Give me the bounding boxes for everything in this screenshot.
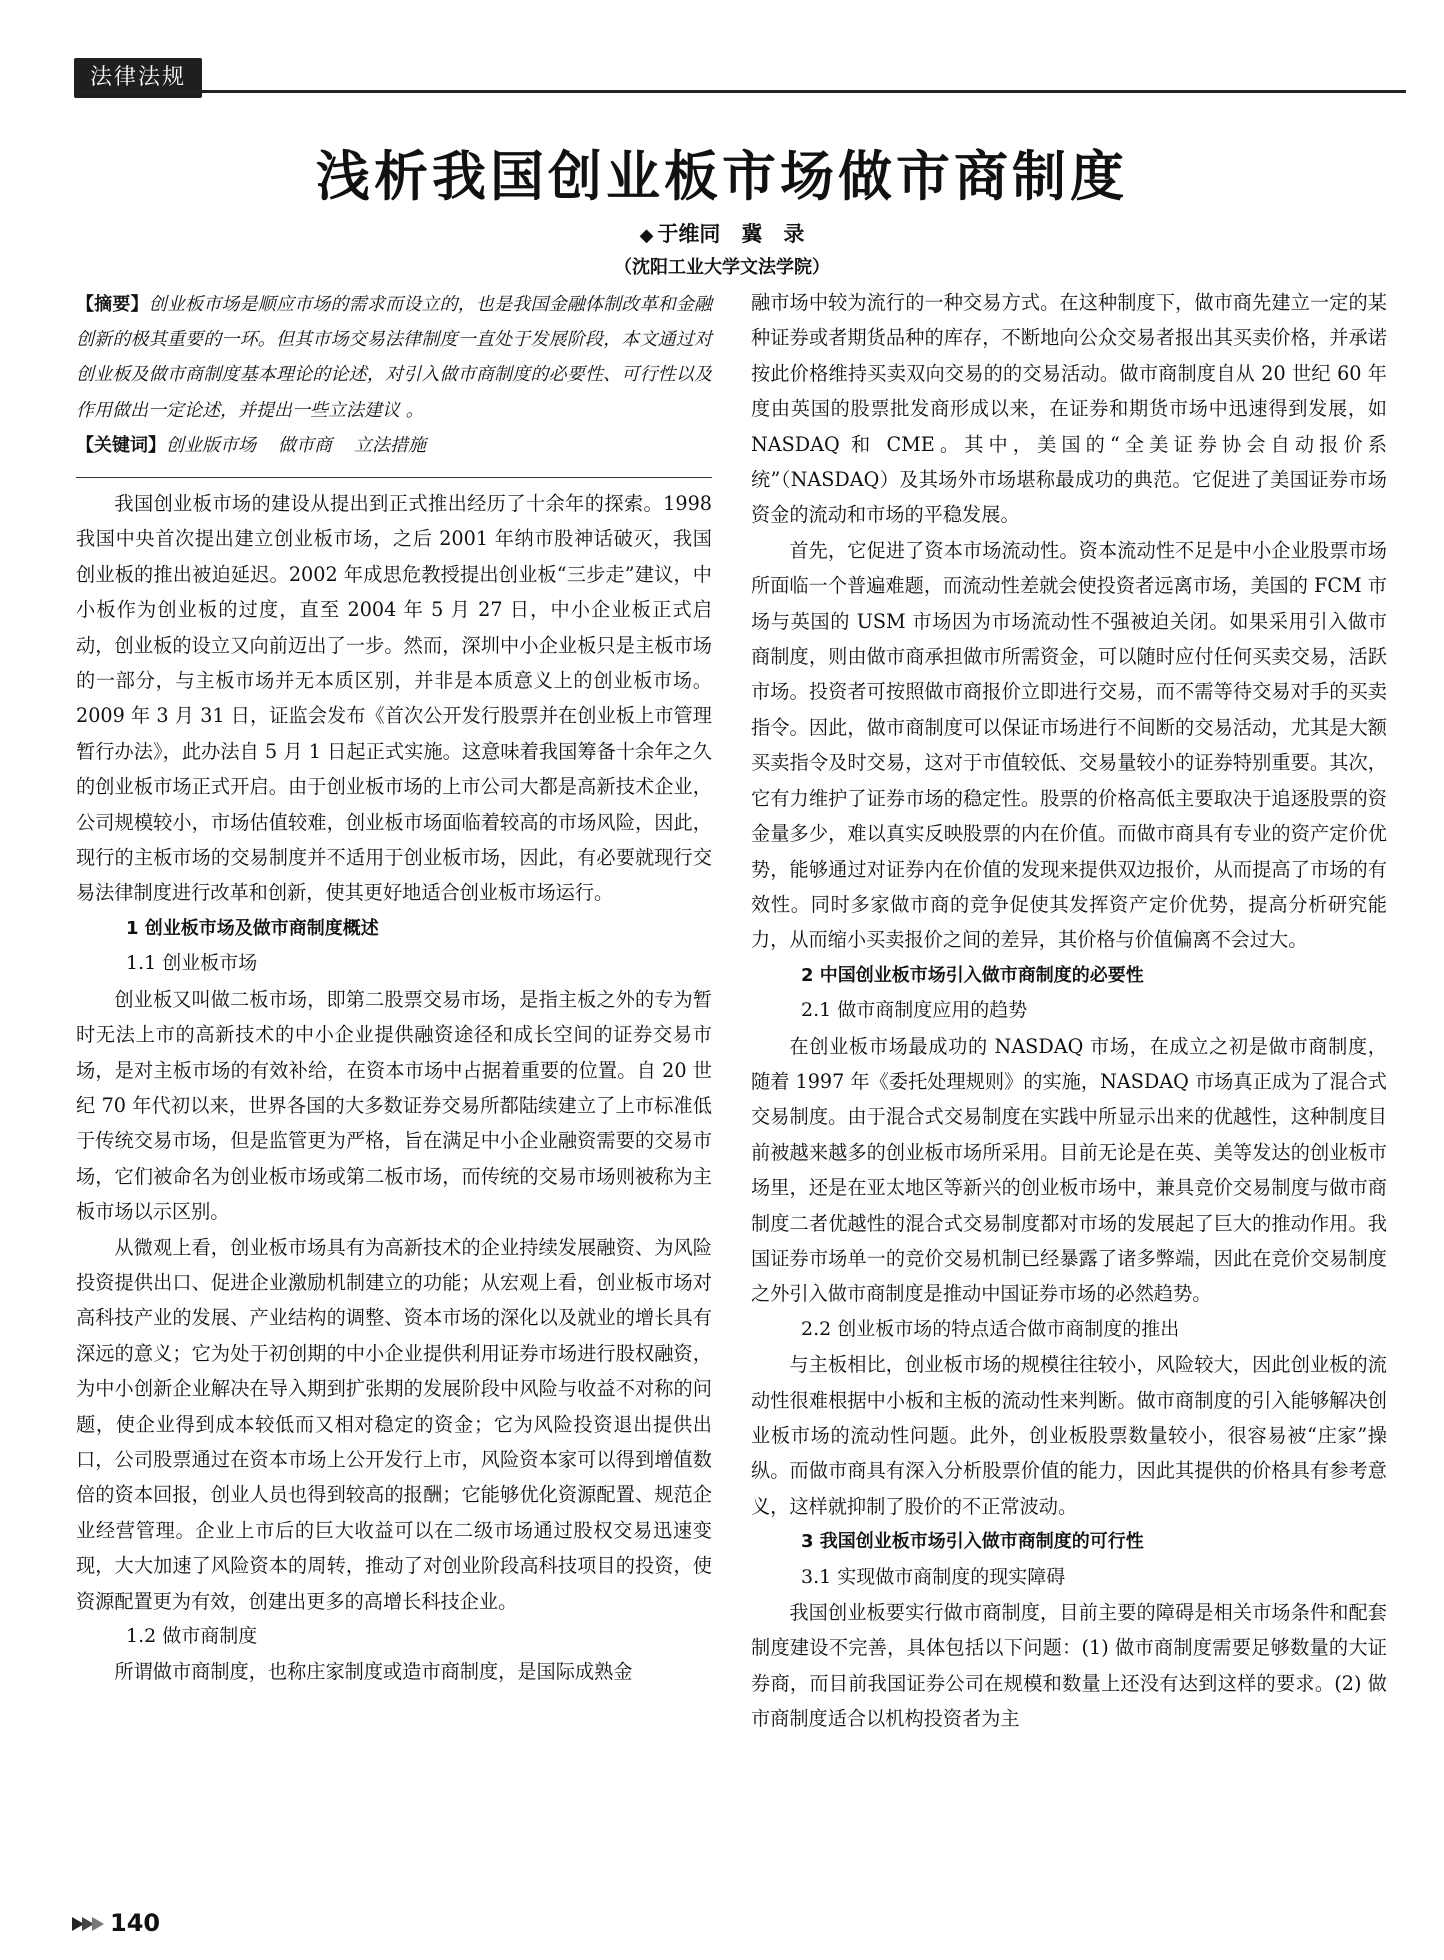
diamond-bullet-icon: ◆ (639, 225, 654, 246)
abstract-divider (76, 477, 712, 478)
affiliation: （沈阳工业大学文法学院） (614, 257, 830, 278)
section-heading-2: 2 中国创业板市场引入做市商制度的必要性 (801, 964, 1144, 986)
author-names: 于维同 冀 录 (657, 222, 805, 246)
paragraph: 创业板又叫做二板市场，即第二股票交易市场，是指主板之外的专为暂时无法上市的高新技术的中小企业提供融资途径和成长空间的证券交易市场，是对主板市场的有效补给，在资本市场中占据着重要的位置。自 20 世纪 70 年代初以来，世界各国的大多数证券交易所都陆续建立了上市标准低于传统交易市场，但是监管更为严格，旨在满足中小企业融资需要的交易市场，它们被命名为创业板市场或第二板市场，而传统的交易市场则被称为主板市场以示区别。 (76, 987, 712, 1224)
left-column (76, 287, 712, 1690)
keyword-item: 创业版市场 (166, 434, 256, 456)
paragraph: 我国创业板要实行做市商制度，目前主要的障碍是相关市场条件和配套制度建设不完善，具体包括以下问题：(1) 做市商制度需要足够数量的大证券商，而目前我国证券公司在规模和数量上还没有达到这样的要求。(2) 做市商制度适合以机构投资者为主 (751, 1601, 1387, 1731)
double-arrow-icon (72, 1915, 106, 1933)
subsection-heading-2-1: 2.1 做市商制度应用的趋势 (801, 999, 1028, 1022)
paragraph: 与主板相比，创业板市场的规模往往较小，风险较大，因此创业板的流动性很难根据中小板和主板的流动性来判断。做市商制度的引入能够解决创业板市场的流动性问题。此外，创业板股票数量较小，很容易被“庄家”操纵。而做市商具有深入分析股票价值的能力，因此其提供的价格具有参考意义，这样就抑制了股价的不正常波动。 (751, 1353, 1387, 1518)
subsection-heading-2-2: 2.2 创业板市场的特点适合做市商制度的推出 (801, 1317, 1180, 1340)
paragraph: 融市场中较为流行的一种交易方式。在这种制度下，做市商先建立一定的某种证券或者期货品种的库存，不断地向公众交易者报出其买卖价格，并承诺按此价格维持买卖双向交易的的交易活动。做市商制度自从 20 世纪 60 年度由英国的股票批发商形成以来，在证券和期货市场中迅速得到发展，如 NASDAQ 和 CME。其中，美国的“全美证券协会自动报价系统”（NASDAQ）及其场外市场堪称最成功的典范。它促进了美国证券市场资金的流动和市场的平稳发展。 (751, 291, 1387, 527)
subsection-heading-1-1: 1.1 创业板市场 (126, 952, 258, 975)
abstract-label: 【摘要】 (76, 294, 149, 315)
paragraph: 所谓做市商制度，也称庄家制度或造市商制度，是国际成熟金 (114, 1660, 633, 1684)
page-footer (72, 1909, 160, 1937)
keywords (76, 428, 712, 463)
header-rule (74, 90, 1406, 93)
paragraph: 首先，它促进了资本市场流动性。资本流动性不足是中小企业股票市场所面临一个普遍难题，而流动性差就会使投资者远离市场，美国的 FCM 市场与英国的 USM 市场因为市场流动性不强被迫关闭。如果采用引入做市商制度，则由做市商承担做市所需资金，可以随时应付任何买卖交易，活跃市场。投资者可按照做市商报价立即进行交易，而不需等待交易对手的买卖指令。因此，做市商制度可以保证市场进行不间断的交易活动，尤其是大额买卖指令及时交易，这对于市值较低、交易量较小的证券特别重要。其次，它有力维护了证券市场的稳定性。股票的价格高低主要取决于追逐股票的资金量多少，难以真实反映股票的内在价值。而做市商具有专业的资产定价优势，能够通过对证券内在价值的发现来提供双边报价，从而提高了市场的有效性。同时多家做市商的竞争促使其发挥资产定价优势，提高分析研究能力，从而缩小买卖报价之间的差异，其价格与价值偏离不会过大。 (751, 538, 1387, 952)
subsection-heading-1-2: 1.2 做市商制度 (126, 1625, 258, 1648)
keyword-item: 做市商 (278, 434, 332, 456)
paragraph: 我国创业板市场的建设从提出到正式推出经历了十余年的探索。1998 我国中央首次提出建立创业板市场，之后 2001 年纳市股神话破灭，我国创业板的推出被迫延迟。2002 年成思危教授提出创业板“三步走”建议，中小板作为创业板的过度，直至 2004 年 5 月 27 日，中小企业板正式启动，创业板的设立又向前迈出了一步。然而，深圳中小企业板只是主板市场的一部分，与主板市场并无本质区别，并非是本质意义上的创业板市场。2009 年 3 月 31 日，证监会发布《首次公开发行股票并在创业板上市管理暂行办法》，此办法自 5 月 1 日起正式实施。这意味着我国筹备十余年之久的创业板市场正式开启。由于创业板市场的上市公司大都是高新技术企业，公司规模较小，市场估值较难，创业板市场面临着较高的市场风险，因此，现行的主板市场的交易制度并不适用于创业板市场，因此，有必要就现行交易法律制度进行改革和创新，使其更好地适合创业板市场运行。 (76, 492, 712, 905)
paragraph: 在创业板市场最成功的 NASDAQ 市场，在成立之初是做市商制度，随着 1997 年《委托处理规则》的实施，NASDAQ 市场真正成为了混合式交易制度。由于混合式交易制度在实践中所显示出来的优越性，这种制度目前被越来越多的创业板市场所采用。目前无论是在英、美等发达的创业板市场里，还是在亚太地区等新兴的创业板市场中，兼具竞价交易制度与做市商制度二者优越性的混合式交易制度都对市场的发展起了巨大的推动作用。我国证券市场单一的竞价交易机制已经暴露了诸多弊端，因此在竞价交易制度之外引入做市商制度是推动中国证券市场的必然趋势。 (751, 1034, 1387, 1306)
subsection-heading-3-1: 3.1 实现做市商制度的现实障碍 (801, 1565, 1066, 1588)
keywords-label: 【关键词】 (76, 434, 166, 456)
page-number: 140 (110, 1909, 161, 1937)
section-heading-3: 3 我国创业板市场引入做市商制度的可行性 (801, 1531, 1144, 1553)
section-tag: 法律法规 (74, 58, 202, 98)
abstract (76, 287, 712, 428)
keyword-item: 立法措施 (354, 434, 426, 456)
authors-line (0, 218, 1444, 248)
abstract-text: 创业板市场是顺应市场的需求而设立的，也是我国金融体制改革和金融创新的极其重要的一环。但其市场交易法律制度一直处于发展阶段，本文通过对创业板及做市商制度基本理论的论述，对引入做市商制度的必要性、可行性以及作用做出一定论述，并提出一些立法建议 。 (76, 294, 713, 421)
paragraph: 从微观上看，创业板市场具有为高新技术的企业持续发展融资、为风险投资提供出口、促进企业激励机制建立的功能；从宏观上看，创业板市场对高科技产业的发展、产业结构的调整、资本市场的深化以及就业的增长具有深远的意义；它为处于初创期的中小企业提供利用证券市场进行股权融资，为中小创新企业解决在导入期到扩张期的发展阶段中风险与收益不对称的问题，使企业得到成本较低而又相对稳定的资金；它为风险投资退出提供出口，公司股票通过在资本市场上公开发行上市，风险资本家可以得到增值数倍的资本回报，创业人员也得到较高的报酬；它能够优化资源配置、规范企业经营管理。企业上市后的巨大收益可以在二级市场通过股权交易迅速变现，大大加速了风险资本的周转，推动了对创业阶段高科技项目的投资，使资源配置更为有效，创建出更多的高增长科技企业。 (76, 1235, 712, 1613)
right-column (751, 285, 1387, 1737)
section-heading-1: 1 创业板市场及做市商制度概述 (126, 917, 379, 939)
article-title: 浅析我国创业板市场做市商制度 (316, 145, 1128, 208)
